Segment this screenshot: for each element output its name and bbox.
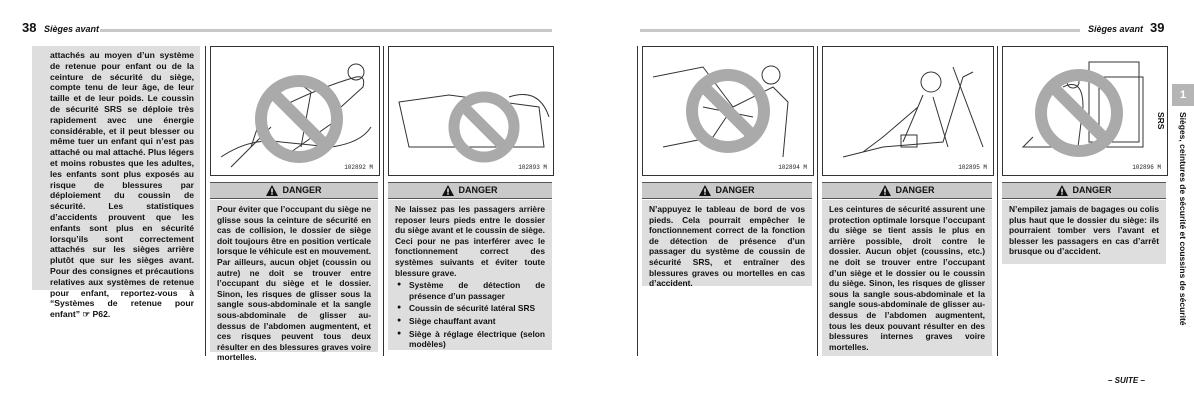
- danger-label: DANGER: [458, 185, 498, 195]
- danger-list: [395, 280, 545, 350]
- continued-label: – SUITE –: [1108, 376, 1145, 385]
- danger-body-1: [210, 200, 378, 363]
- figure-5: [1002, 46, 1168, 176]
- column-divider: [817, 46, 818, 356]
- danger-header-2: [388, 182, 552, 199]
- proper-seating-posture-illustration: [823, 47, 993, 175]
- warning-icon: [1056, 185, 1068, 196]
- figure-code: 102892 M: [344, 164, 373, 171]
- danger-header-5: [1002, 182, 1166, 199]
- chapter-tab-title: Sièges, ceintures de sécurité et coussins de sécurité SRS: [1156, 112, 1188, 326]
- section-title-left: Sièges avant: [44, 24, 100, 34]
- warning-icon: [879, 185, 891, 196]
- column-divider: [637, 46, 638, 356]
- figure-2: [388, 46, 554, 176]
- figure-1: [210, 46, 380, 176]
- danger-text: Ne laissez pas les passagers arrière reposer leurs pieds entre le dossier du siège avant et le coussin de siège. Ceci pour ne pas interférer avec le fonctionnement correct des systèmes suivants et éviter toute blessure grave.: [395, 204, 545, 278]
- header-rule-right: [640, 29, 1080, 32]
- header-rule-left: [100, 29, 552, 32]
- list-item: ● Système de détection de présence d’un passager: [409, 280, 545, 301]
- column-divider: [997, 46, 998, 356]
- danger-header-4: [822, 182, 992, 199]
- intro-text-column: [32, 46, 200, 320]
- danger-text: N’empilez jamais de bagages ou colis plus haut que le dossier du siège: ils pourraient tomber vers l’avant et blesser les passagers en cas d’arrêt brusque ou d’accident.: [1009, 204, 1159, 257]
- danger-label: DANGER: [895, 185, 935, 195]
- danger-label: DANGER: [1072, 185, 1112, 195]
- section-title-right: Sièges avant: [1088, 24, 1144, 34]
- danger-text: N’appuyez le tableau de bord de vos pieds. Cela pourrait empêcher le fonctionnement correct de la fonction de détection de présence d’un passager du système de coussin de sécurité SRS, et entraîner des blessures graves ou mortelles en cas d’accident.: [649, 204, 805, 289]
- danger-body-4: [822, 200, 992, 356]
- danger-header-1: [210, 182, 378, 199]
- figure-code: 102896 M: [1132, 164, 1161, 171]
- figure-code: 102894 M: [778, 164, 807, 171]
- figure-3: [642, 46, 814, 176]
- danger-body-3: [642, 200, 812, 289]
- seat-reclined-prohibited-illustration: [211, 47, 379, 175]
- danger-label: DANGER: [715, 185, 755, 195]
- danger-header-3: [642, 182, 812, 199]
- column-divider: [383, 46, 384, 356]
- intro-text: attachés au moyen d’un système de retenue pour enfant ou de la ceinture de sécurité du siège, compte tenu de leur âge, de leur taille et de leur poids. Le coussin de sécurité SRS se déploie très rapidement avec une énergie considérable, et il peut blesser ou même tuer un enfant qui n’est pas attaché ou mal attaché. Plus légers et moins robustes que les adultes, les enfants sont plus exposés au risque de blessures par déploiement du coussin de sécurité. Les statistiques d’accidents prouvent que les enfants sont plus en sécurité lorsqu’ils sont correctement attachés sur les sièges arrière plutôt que sur les sièges avant. Pour des consignes et précautions relatives aux systèmes de retenue pour enfant, reportez-vous à “Systèmes de retenue pour enfant” ☞ P62.: [50, 50, 194, 320]
- list-item: ● Siège chauffant avant: [409, 316, 545, 327]
- warning-icon: [266, 185, 278, 196]
- page-number-left: 38: [22, 20, 37, 35]
- danger-text: Les ceintures de sécurité assurent une protection optimale lorsque l’occupant du siège se tient assis le plus en arrière possible, droit contre le dossier. Aucun objet (coussins, etc.) ne doit se trouver entre l’occupant d’un siège et le dossier ou le coussin du siège. Sinon, les risques de glisser sous la sangle sous-abdominale et la sangle sous-abdominale de glisser au-dessus de l’abdomen augmentent, tous les deux pouvant résulter en des blessures internes graves voire mortelles.: [829, 204, 985, 352]
- chapter-tab-number: 1: [1172, 84, 1194, 106]
- figure-code: 102893 M: [518, 164, 547, 171]
- warning-icon: [442, 185, 454, 196]
- danger-body-2: [388, 200, 552, 350]
- feet-under-seat-prohibited-illustration: [389, 47, 553, 175]
- figure-code: 102895 M: [958, 164, 987, 171]
- danger-label: DANGER: [282, 185, 322, 195]
- warning-icon: [699, 185, 711, 196]
- page-number-right: 39: [1150, 20, 1165, 35]
- danger-text: Pour éviter que l’occupant du siège ne glisse sous la ceinture de sécurité en cas de collision, le dossier de siège doit toujours être en position verticale lorsque le véhicule est en mouvement. Par ailleurs, aucun objet (coussin ou autre) ne doit se trouver entre l’occupant du siège et le dossier. Sinon, les risques de glisser sous la sangle sous-abdominale et la sangle sous-abdominale de glisser au-dessus de l’abdomen augmentent, et ces risques peuvent tous deux résulter en des blessures graves voire mortelles.: [217, 204, 371, 363]
- feet-on-dashboard-prohibited-illustration: [643, 47, 813, 175]
- column-divider: [205, 46, 206, 356]
- luggage-stacked-prohibited-illustration: [1003, 47, 1167, 175]
- figure-4: [822, 46, 994, 176]
- danger-body-5: [1002, 200, 1166, 264]
- list-item: ● Siège à réglage électrique (selon modèles): [409, 329, 545, 350]
- list-item: ● Coussin de sécurité latéral SRS: [409, 303, 545, 314]
